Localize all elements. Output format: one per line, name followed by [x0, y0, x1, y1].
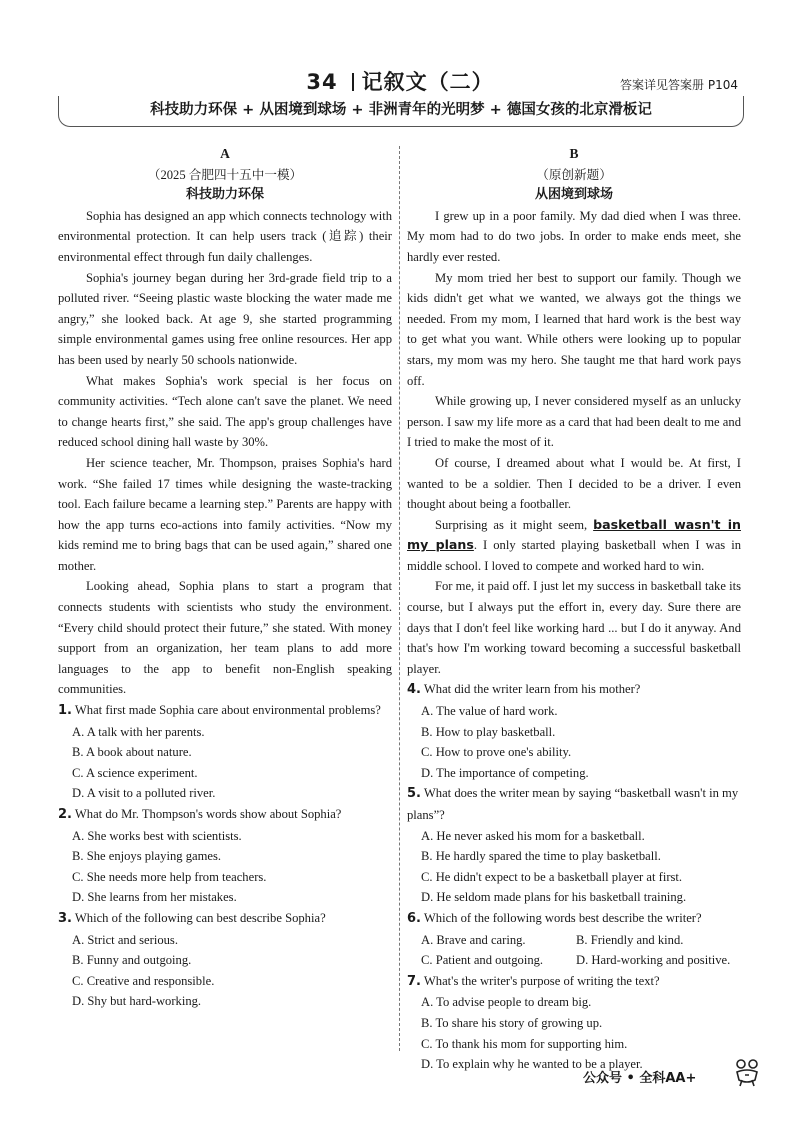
answer-option[interactable]: B. She enjoys playing games. [72, 849, 222, 864]
question-number: 6. [407, 910, 421, 926]
column-divider [399, 146, 400, 1051]
passage-b [407, 144, 741, 1075]
answer-option[interactable]: B. A book about nature. [72, 745, 192, 760]
paragraph: My mom tried her best to support our family. Though we kids didn't get what we wanted, we always got the things we needed. From my mom, I learned that hard work is the best way to get what you want. While others were looking up to popular stars, my mom was my hero. She taught me that hard work pays off. [407, 270, 741, 388]
answer-reference: 答案详见答案册 P104 [620, 78, 738, 92]
answer-option[interactable]: A. Strict and serious. [72, 932, 178, 947]
question-2 [58, 804, 392, 908]
question-text: What does the writer mean by saying “basketball wasn't in my plans”? [407, 786, 739, 822]
answer-option[interactable]: A. To advise people to dream big. [421, 995, 592, 1010]
answer-option[interactable]: C. To thank his mom for supporting him. [421, 1036, 628, 1051]
footer-watermark: 公众号 • 全科AA+ [583, 1071, 697, 1086]
paragraph: What makes Sophia's work special is her focus on community activities. “Tech alone can't save the planet. We need to change hearts first,” she said. The app's group challenges have reduced school dining hall waste by 30%. [58, 373, 392, 450]
answer-option[interactable]: B. Funny and outgoing. [72, 953, 192, 968]
question-6 [407, 908, 741, 971]
answer-option[interactable]: A. He never asked his mom for a basketball. [421, 828, 645, 843]
paragraph: Sophia's journey began during her 3rd-grade field trip to a polluted river. “Seeing plastic waste blocking the water made me angry,” she looked back. At age 9, she started programming simple environmental games using free online resources. Her app has been used by nearly 50 schools nationwide. [58, 270, 392, 367]
highlighted-phrase: basketball wasn't in my plans [407, 516, 741, 553]
question-text: What first made Sophia care about environmental problems? [74, 703, 381, 718]
paragraph: For me, it paid off. I just let my success in basketball take its course, but I always put the effort in, every day. Sure there are days that I don't feel like working hard ... but I do it anyway. And that's how I'm working toward becoming a successful basketball player. [407, 579, 741, 676]
paragraph: Her science teacher, Mr. Thompson, praises Sophia's hard work. “She failed 17 times while designing the waste-tracking tool. Each failure became a learning step.” Parents are happy with how the app turns eco-actions into family activities. “Now my kids remind me to bring bags that can be used again,” shared one mother. [58, 455, 392, 573]
answer-option[interactable]: C. He didn't expect to be a basketball player at first. [421, 869, 683, 884]
title-divider [352, 73, 354, 91]
question-number: 1. [58, 703, 72, 719]
paragraph: I grew up in a poor family. My dad died when I was three. My mom had to do two jobs. In order to make ends meet, she hardly ever rested. [407, 208, 741, 264]
passage-letter: A [220, 146, 230, 161]
answer-option[interactable]: D. Hard-working and positive. [576, 953, 731, 968]
question-text: What do Mr. Thompson's words show about Sophia? [74, 807, 342, 821]
mascot-icon [733, 1058, 761, 1088]
question-text: What did the writer learn from his mother? [423, 682, 641, 697]
paragraph-text: Surprising as it might seem, [435, 517, 594, 532]
answer-option[interactable]: A. She works best with scientists. [72, 828, 242, 843]
question-text: What's the writer's purpose of writing the text? [423, 973, 660, 988]
answer-option[interactable]: D. He seldom made plans for his basketball training. [421, 890, 687, 905]
question-number: 4. [407, 682, 421, 698]
passage-source: （2025 合肥四十五中一模） [147, 167, 303, 182]
answer-option[interactable]: D. Shy but hard-working. [72, 994, 202, 1009]
question-number: 3. [58, 910, 72, 926]
answer-option[interactable]: D. The importance of competing. [421, 765, 589, 780]
question-text: Which of the following can best describe Sophia? [74, 910, 326, 925]
unit-title-text: 记叙文（二） [361, 70, 494, 94]
passage-title: 科技助力环保 [185, 187, 264, 203]
answer-option[interactable]: C. A science experiment. [72, 765, 198, 780]
passage-title: 从困境到球场 [534, 187, 613, 203]
passage-a [58, 144, 392, 1012]
unit-number: 34 [306, 70, 338, 94]
question-3 [58, 908, 392, 1012]
question-number: 2. [58, 807, 72, 822]
answer-option[interactable]: B. To share his story of growing up. [421, 1015, 603, 1030]
answer-option[interactable]: C. Creative and responsible. [72, 973, 215, 988]
paragraph [407, 515, 741, 577]
question-text: Which of the following words best describe the writer? [423, 910, 702, 925]
question-7 [407, 971, 741, 1075]
answer-option[interactable]: C. She needs more help from teachers. [72, 869, 267, 884]
options-row [407, 950, 741, 971]
passage-letter: B [569, 146, 579, 161]
paragraph-text: . I only started playing basketball when I was in middle school. I loved to compete and worked hard to win. [407, 538, 741, 573]
answer-option[interactable]: D. A visit to a polluted river. [72, 786, 216, 801]
paragraph: Sophia has designed an app which connects technology with environmental protection. It can help users track (追踪) their environmental effect through fun daily challenges. [58, 208, 392, 264]
question-5 [407, 783, 741, 908]
answer-option[interactable]: A. Brave and caring. [421, 932, 526, 947]
answer-option[interactable]: D. She learns from her mistakes. [72, 890, 237, 905]
question-1 [58, 700, 392, 804]
answer-option[interactable]: B. Friendly and kind. [576, 932, 684, 947]
page-header [0, 0, 800, 130]
paragraph: While growing up, I never considered myself as an unlucky person. I saw my life more as a card that had been dealt to me and I tried to make the most of it. [407, 394, 741, 450]
question-number: 5. [407, 786, 421, 802]
question-number: 7. [407, 973, 421, 989]
paragraph: Looking ahead, Sophia plans to start a program that connects students with scientists who study the environment. “Every child should protect their future,” she stated. With money support from an organization, her team plans to add more languages to the app to benefit non-English speaking communities. [58, 579, 392, 697]
answer-option[interactable]: B. How to play basketball. [421, 724, 556, 739]
topics-banner: 科技助力环保 + 从困境到球场 + 非洲青年的光明梦 + 德国女孩的北京滑板记 [58, 96, 744, 127]
options-row [407, 930, 741, 951]
answer-option[interactable]: A. A talk with her parents. [72, 724, 205, 739]
answer-option[interactable]: D. To explain why he wanted to be a player. [421, 1057, 643, 1072]
answer-option[interactable]: B. He hardly spared the time to play basketball. [421, 849, 661, 864]
answer-option[interactable]: C. Patient and outgoing. [421, 953, 544, 968]
answer-option[interactable]: A. The value of hard work. [421, 704, 558, 719]
question-4 [407, 679, 741, 783]
answer-option[interactable]: C. How to prove one's ability. [421, 745, 572, 760]
paragraph: Of course, I dreamed about what I would be. At first, I wanted to be a soldier. Then I decided to be a driver. I even thought about being a footballer. [407, 455, 741, 512]
passage-source: （原创新题） [536, 167, 612, 182]
